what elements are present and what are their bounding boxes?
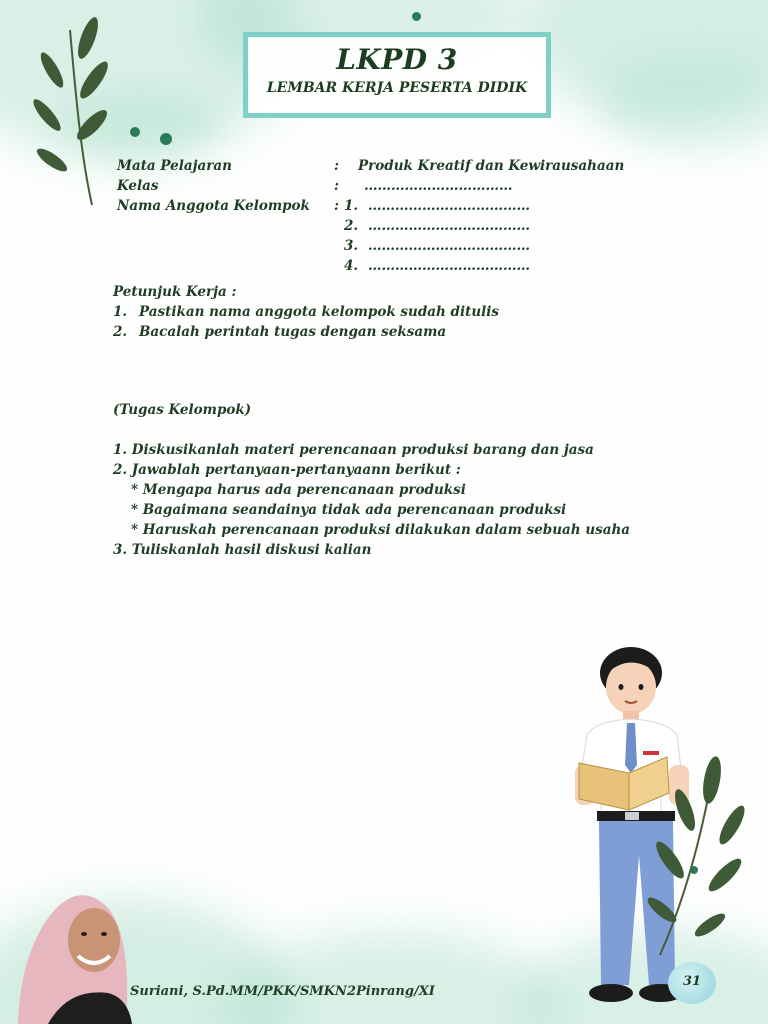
subject-colon: :: [334, 158, 339, 174]
instructions-section: [113, 282, 499, 342]
member-number: 3.: [344, 238, 359, 254]
member-number: 2.: [344, 218, 359, 234]
title-box: [243, 32, 551, 118]
task-section: [113, 400, 251, 420]
identity-section: [117, 156, 625, 274]
leaf-branch-icon: [640, 750, 750, 960]
task-list: [113, 440, 630, 560]
instruction-item: [113, 302, 499, 322]
member-line: [344, 256, 530, 276]
subject-row: [117, 156, 624, 176]
footer-author: Suriani, S.Pd.MM/PKK/SMKN2Pinrang/XI: [130, 984, 435, 999]
instruction-item: [113, 322, 499, 342]
members-list: [344, 196, 530, 274]
task-item-1: 1. Diskusikanlah materi perencanaan produksi barang dan jasa: [113, 442, 594, 458]
class-colon: :: [334, 178, 339, 194]
member-blank: ………………………………: [368, 238, 530, 254]
class-label: Kelas: [117, 178, 159, 194]
instructions-heading: Petunjuk Kerja :: [113, 284, 237, 300]
subject-value: Produk Kreatif dan Kewirausahaan: [358, 158, 625, 174]
class-row: [117, 176, 624, 196]
member-line: [344, 196, 530, 216]
members-colon: :: [334, 198, 339, 214]
page-title: LKPD 3: [336, 43, 458, 76]
member-number: 4.: [344, 258, 359, 274]
task-heading: (Tugas Kelompok): [113, 402, 252, 418]
subject-label: Mata Pelajaran: [117, 158, 232, 174]
question-item: * Bagaimana seandainya tidak ada perencanaan produksi: [131, 502, 567, 518]
instruction-number: 1.: [113, 304, 128, 320]
task-item-2: 2. Jawablah pertanyaan-pertanyaann berikut :: [113, 462, 461, 478]
question-item: * Mengapa harus ada perencanaan produksi: [131, 482, 466, 498]
members-row: [117, 196, 624, 274]
member-blank: ………………………………: [368, 258, 530, 274]
member-line: [344, 216, 530, 236]
class-value: ……………………………: [364, 178, 513, 194]
member-blank: ………………………………: [368, 198, 530, 214]
question-item: * Haruskah perencanaan produksi dilakukan dalam sebuah usaha: [131, 522, 631, 538]
task-item-3: 3. Tuliskanlah hasil diskusi kalian: [113, 542, 372, 558]
member-blank: ………………………………: [368, 218, 530, 234]
instruction-text: Bacalah perintah tugas dengan seksama: [139, 324, 447, 340]
instruction-text: Pastikan nama anggota kelompok sudah ditulis: [139, 304, 499, 320]
page-number-badge: 31: [668, 962, 716, 1004]
member-number: 1.: [344, 198, 359, 214]
member-line: [344, 236, 530, 256]
page-subtitle: LEMBAR KERJA PESERTA DIDIK: [266, 80, 528, 96]
instruction-number: 2.: [113, 324, 128, 340]
members-label: Nama Anggota Kelompok: [117, 198, 310, 214]
